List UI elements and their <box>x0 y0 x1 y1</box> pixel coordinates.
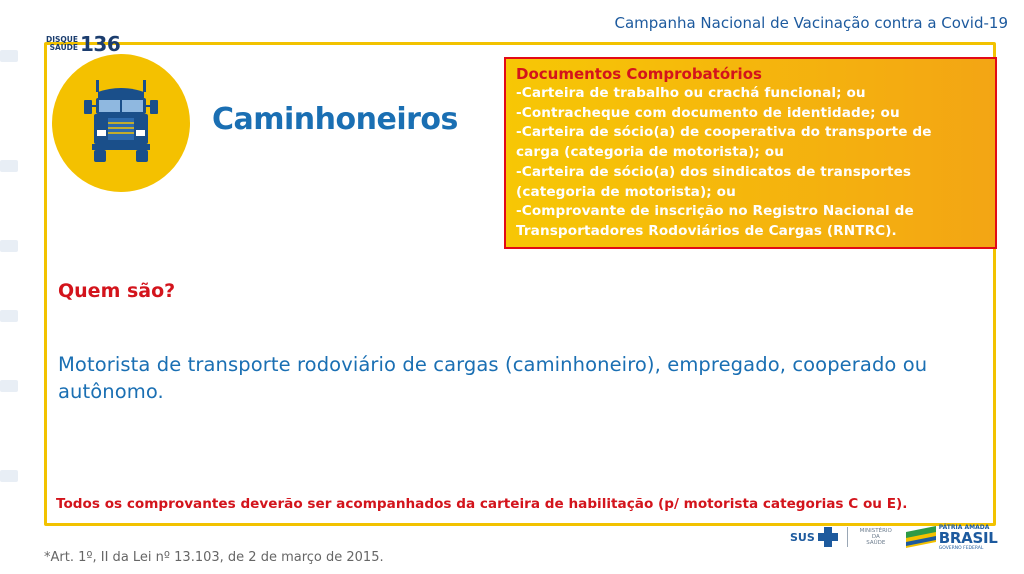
ministry-line2: SAÚDE <box>866 540 886 546</box>
page-title: Caminhoneiros <box>212 102 458 137</box>
sus-cross-icon <box>817 526 839 548</box>
footnote: *Art. 1º, II da Lei nº 13.103, de 2 de março de 2015. <box>44 550 384 565</box>
logo-divider <box>847 527 848 547</box>
brasil-flag-icon <box>906 526 936 548</box>
brasil-logo <box>906 524 998 551</box>
sus-logo-text: SUS <box>790 530 815 544</box>
list-item: carga (categoria de motorista); ou <box>516 144 785 161</box>
left-edge-artifacts <box>0 20 22 540</box>
documents-title: Documentos Comprobatórios <box>516 65 762 83</box>
list-item: -Comprovante de inscrição no Registro Nacional de <box>516 203 914 220</box>
brasil-main: BRASIL <box>938 528 998 547</box>
ministry-line1: MINISTÉRIO DA <box>859 528 892 540</box>
list-item: -Carteira de sócio(a) de cooperativa do transporte de <box>516 124 932 141</box>
government-logos <box>790 522 998 552</box>
who-heading: Quem são? <box>58 280 176 302</box>
disque-logo-number: 136 <box>80 32 121 56</box>
brasil-top: PÁTRIA AMADA <box>938 523 990 531</box>
license-note: Todos os comprovantes deverão ser acompanhados da carteira de habilitação (p/ motorista categorias C ou E). <box>56 496 908 512</box>
list-item: (categoria de motorista); ou <box>516 183 736 200</box>
disque-logo-line1: DISQUE <box>46 35 79 44</box>
documents-list <box>516 84 985 242</box>
documents-box <box>504 57 997 249</box>
list-item: Transportadores Rodoviários de Cargas (RNTRC). <box>516 222 897 239</box>
campaign-title: Campanha Nacional de Vacinação contra a Covid-19 <box>614 14 1008 32</box>
list-item: -Carteira de sócio(a) dos sindicatos de transportes <box>516 163 912 180</box>
list-item: -Contracheque com documento de identidade; ou <box>516 104 900 121</box>
truck-badge <box>52 54 190 192</box>
who-description: Motorista de transporte rodoviário de cargas (caminhoneiro), empregado, cooperado ou autônomo. <box>58 353 928 403</box>
disque-logo-line2: SAÚDE <box>49 43 79 52</box>
list-item: -Carteira de trabalho ou crachá funcional; ou <box>516 85 866 101</box>
disque-saude-logo <box>46 32 120 56</box>
brasil-sub: GOVERNO FEDERAL <box>938 545 984 551</box>
truck-icon <box>78 78 164 164</box>
ministry-logo <box>856 528 896 546</box>
